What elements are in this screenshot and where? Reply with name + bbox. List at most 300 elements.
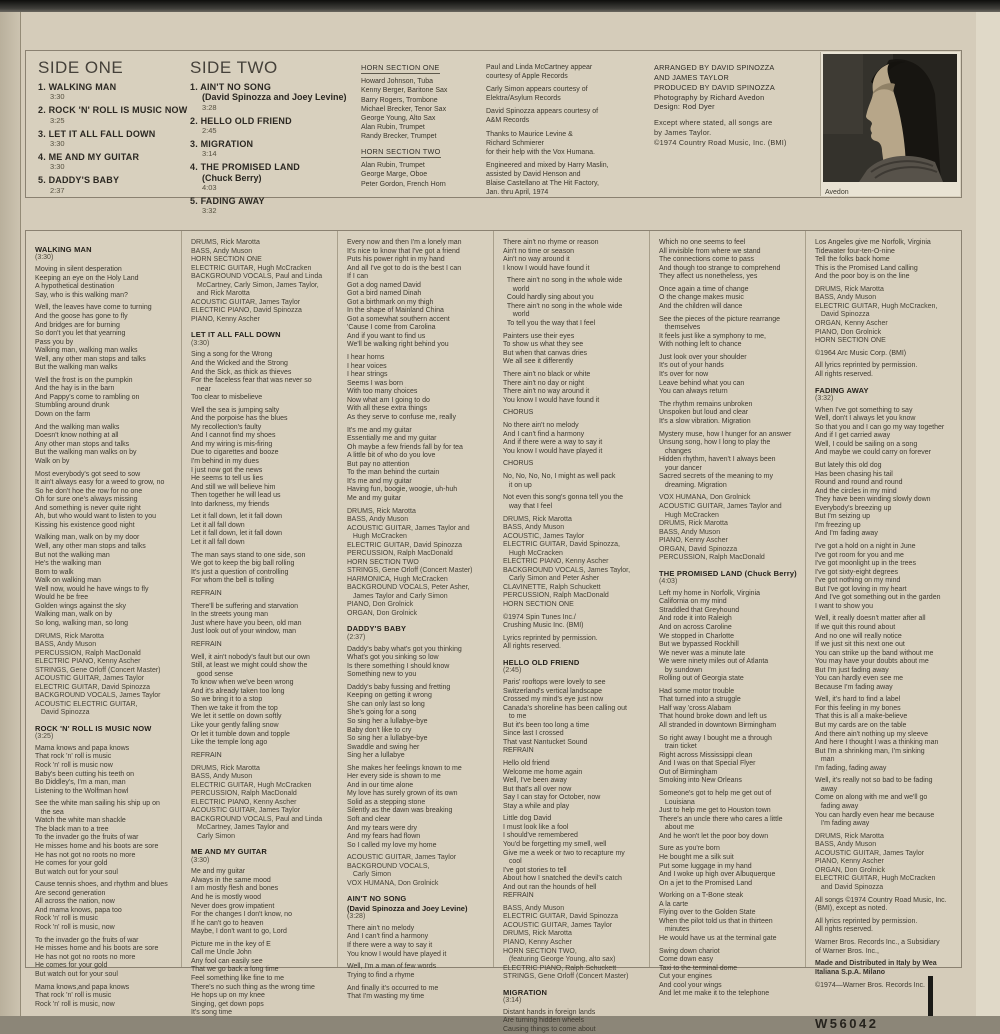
lyric-line: All lyrics reprinted by permission. bbox=[815, 362, 918, 370]
lyric-line: I'm freezing up bbox=[815, 521, 861, 529]
lyric-line: ACOUSTIC GUITAR, James Taylor and bbox=[347, 524, 470, 532]
lyric-line: And if there were a way to say it bbox=[503, 439, 603, 447]
lyric-line: Would he be free bbox=[35, 594, 89, 602]
courtesy-line: Richard Schmierer bbox=[486, 139, 544, 147]
lyric-line: And here I thought I was a thinking man bbox=[815, 739, 939, 747]
lyric-line: I've got moonlight up in the trees bbox=[815, 560, 916, 568]
lyric-line: BASS, Andy Muson bbox=[503, 524, 565, 532]
lyric-line: I am mostly flesh and bones bbox=[191, 885, 279, 893]
lyric-line: I've got sixty-eight degrees bbox=[815, 568, 899, 576]
lyric-paragraph bbox=[659, 790, 799, 841]
lyric-line: PERCUSSION, Ralph MacDonald bbox=[659, 554, 765, 562]
lyric-line: So right away I bought me a through bbox=[659, 734, 772, 742]
lyric-line: O the change makes music bbox=[659, 294, 744, 302]
lyric-line: Stumbling around drunk bbox=[35, 402, 110, 410]
lyric-line: A la carte bbox=[659, 900, 689, 908]
lyric-line: Rock 'n' roll is music, now bbox=[35, 923, 115, 931]
lyric-line: Sing her a lullabye bbox=[347, 752, 405, 760]
lyric-line: Let it all fall down bbox=[191, 521, 245, 529]
lyric-line: But lately this old dog bbox=[815, 462, 882, 470]
lyrics-column-5 bbox=[650, 231, 806, 998]
lyric-paragraph bbox=[35, 304, 175, 372]
lyric-line: Most everybody's got seed to sow bbox=[35, 470, 141, 478]
lyric-line: the sea bbox=[35, 808, 64, 816]
lyric-paragraph bbox=[815, 543, 955, 611]
lyric-line: Say I can stay for October, now bbox=[503, 794, 601, 802]
lyric-line: changes bbox=[659, 447, 692, 455]
lyric-line: ©1964 Arc Music Corp. (BMI) bbox=[815, 349, 907, 357]
lyric-paragraph bbox=[815, 777, 955, 828]
lyric-line: Let it fall down, let it fall down bbox=[191, 530, 283, 538]
song-title: ROCK 'N' ROLL IS MUSIC NOW bbox=[35, 723, 152, 733]
lyric-line: That vast Nantucket Sound bbox=[503, 738, 588, 746]
horn-section-two-title: HORN SECTION TWO bbox=[361, 147, 441, 158]
lyric-line: For whom the bell is tolling bbox=[191, 577, 274, 585]
lyric-paragraph bbox=[503, 635, 643, 652]
lyric-line: PIANO, Don Grolnick bbox=[815, 328, 882, 336]
courtesy-line: Carly Simon appears courtesy of bbox=[486, 86, 588, 94]
lyric-paragraph bbox=[347, 427, 487, 504]
lyric-line: and David Spinozza bbox=[815, 883, 884, 891]
lyric-line: And I can't find a harmony bbox=[503, 430, 585, 438]
lyric-line: Hello old friend bbox=[503, 760, 550, 767]
lyric-line: Just look over your shoulder bbox=[659, 353, 747, 361]
lyric-line: And my wiring is mis-firing bbox=[191, 440, 273, 448]
lyric-line: Having fun, boogie, woogie, uh-huh bbox=[347, 486, 458, 494]
lyric-line: ELECTRIC GUITAR, Hugh McCracken bbox=[191, 264, 312, 272]
courtesy-paragraph bbox=[486, 161, 646, 197]
lyric-line: But watch out for your soul bbox=[35, 868, 118, 876]
lyric-line: I've got stories to tell bbox=[503, 866, 567, 874]
lyric-line: If there were a way to say it bbox=[347, 942, 433, 949]
lyric-line: She's going for a song bbox=[347, 709, 417, 717]
lyric-line: He has not got no roots no more bbox=[35, 953, 136, 961]
lyric-line: And finally it's occurred to me bbox=[347, 984, 439, 992]
lyric-line: Carly Simon and Peter Asher bbox=[503, 575, 600, 583]
lyric-line: Walking man, walking man walks bbox=[35, 347, 138, 355]
lyric-line: And the hay is in the barn bbox=[35, 385, 115, 393]
lyric-line: themselves bbox=[659, 324, 701, 332]
musician-credits bbox=[191, 765, 331, 842]
lyric-line: STRINGS, Gene Orloff (Concert Master) bbox=[503, 973, 629, 981]
track-title: 2. ROCK 'N' ROLL IS MUSIC NOW bbox=[38, 105, 188, 116]
lyric-paragraph bbox=[35, 800, 175, 877]
lyric-line: Painters use their eyes bbox=[503, 332, 575, 340]
lyrics-column-6 bbox=[806, 231, 961, 1032]
lyric-line: It's nice to know that I've got a friend bbox=[347, 247, 460, 255]
lyric-line: Someone's got to help me get out of bbox=[659, 790, 772, 798]
lyric-line: That rock 'n' roll is music bbox=[35, 992, 112, 1000]
lyric-line: ELECTRIC PIANO, Kenny Ascher bbox=[35, 658, 141, 666]
lyric-line: He bought me a silk suit bbox=[659, 854, 734, 861]
lyric-line: It's a slow vibration. Migration bbox=[659, 417, 751, 425]
lyric-paragraph bbox=[347, 765, 487, 850]
lyric-line: Walk on by bbox=[35, 457, 70, 465]
lyric-line: ORGAN, Don Grolnick bbox=[347, 609, 418, 617]
lyric-line: BASS, Andy Muson bbox=[347, 516, 409, 524]
lyric-line: ELECTRIC PIANO, Ralph Schuckett bbox=[503, 964, 617, 972]
production-credit-line: Photography by Richard Avedon bbox=[654, 92, 765, 102]
lyric-line: ACOUSTIC GUITAR, James Taylor bbox=[191, 298, 301, 306]
lyric-line: ORGAN, Don Grolnick bbox=[815, 866, 886, 874]
lyric-line: Just where have you been, old man bbox=[191, 619, 302, 627]
lyric-line: ELECTRIC GUITAR, Hugh McCracken, bbox=[815, 302, 938, 310]
horn-member: Howard Johnson, Tuba bbox=[361, 78, 433, 86]
lyric-line: And I've got something out in the garden bbox=[815, 594, 941, 602]
lyric-line: BASS, Andy Muson bbox=[191, 247, 253, 255]
lyric-line: If he can't go to heaven bbox=[191, 919, 264, 927]
lyric-line: Hugh McCracken bbox=[503, 549, 563, 557]
lyric-line: He would have us at the terminal gate bbox=[659, 934, 777, 942]
lyric-line: Are turning hidden wheels bbox=[503, 1017, 584, 1025]
lyric-line: But my cards are on the table bbox=[815, 722, 907, 729]
lyric-line: That I'm wasting my time bbox=[347, 993, 425, 1001]
sleeve-left-edge bbox=[0, 12, 21, 1016]
lyric-line: So that you and I can go my way together bbox=[815, 423, 945, 431]
lyrics-panel bbox=[25, 230, 962, 1033]
lyric-line: All rights reserved. bbox=[503, 643, 561, 651]
song-title: ME AND MY GUITAR bbox=[191, 847, 267, 857]
song-subtitle: (David Spinozza and Joey Levine) bbox=[347, 903, 468, 913]
lyric-line: ELECTRIC GUITAR, David Spinozza bbox=[35, 683, 151, 691]
lyric-paragraph bbox=[815, 897, 955, 914]
lyric-paragraph bbox=[191, 513, 331, 547]
lyric-line: Leave behind what you can bbox=[659, 379, 745, 387]
lyric-line: There ain't no way around it bbox=[503, 388, 590, 396]
lyric-line: ACOUSTIC GUITAR, James Taylor bbox=[347, 854, 457, 862]
lyric-line: All lyrics reprinted by permission. bbox=[815, 917, 918, 925]
track-duration: 3:32 bbox=[202, 206, 217, 216]
lyric-line: And no one will really notice bbox=[815, 632, 902, 640]
lyric-line: CHORUS bbox=[503, 460, 534, 468]
lyric-line: good sense bbox=[191, 670, 234, 678]
lyric-line: CLAVINETTE, Ralph Schuckett bbox=[503, 583, 601, 591]
lyric-line: Could hardly sing about you bbox=[503, 294, 594, 302]
lyric-line: And in our time alone bbox=[347, 781, 414, 789]
lyric-line: Sacred secrets of the meaning to my bbox=[659, 473, 773, 481]
lyric-line: That turned into a struggle bbox=[659, 696, 741, 704]
lyric-line: Well, any other man stops and talks bbox=[35, 355, 146, 363]
lyric-paragraph bbox=[503, 371, 643, 405]
lyric-line: DRUMS, Rick Marotta bbox=[191, 764, 260, 772]
lyric-line: To tell you the way that I feel bbox=[503, 319, 596, 327]
lyric-paragraph bbox=[815, 982, 955, 991]
lyric-line: Rock 'n' roll is music now bbox=[35, 762, 113, 769]
lyric-line: (featuring George Young, alto sax) bbox=[503, 956, 616, 964]
lyric-line: HORN SECTION ONE bbox=[191, 256, 262, 264]
courtesy-line: Paul and Linda McCartney appear bbox=[486, 64, 593, 71]
lyric-paragraph bbox=[815, 407, 955, 458]
track-title: 4. ME AND MY GUITAR bbox=[38, 152, 140, 163]
lyric-line: Let it fall down, let it fall down bbox=[191, 513, 283, 521]
song-title: MIGRATION bbox=[503, 987, 548, 997]
lyric-line: I want to show you bbox=[815, 602, 873, 610]
copyright-notes bbox=[654, 118, 832, 148]
lyric-line: It feels just like a symphony to me, bbox=[659, 332, 766, 340]
lyric-line: Rock 'n' roll is music, now bbox=[35, 1000, 115, 1008]
lyric-paragraph bbox=[347, 963, 487, 980]
lyric-line: ©1974—Warner Bros. Records Inc. bbox=[815, 981, 925, 989]
lyric-line: But I'm a shrinking man, I'm sinking bbox=[815, 747, 925, 755]
lyric-line: And I can't find a harmony bbox=[347, 933, 429, 941]
song-duration: (4:03) bbox=[659, 578, 678, 586]
lyric-line: That we go back a long time bbox=[191, 966, 279, 974]
lyric-line: If we just sit this next one out bbox=[815, 641, 905, 649]
lyric-paragraph bbox=[815, 615, 955, 692]
lyric-paragraph bbox=[659, 735, 799, 786]
lyric-line: But pay no attention bbox=[347, 460, 410, 468]
lyric-line: All invisible from where we stand bbox=[659, 247, 761, 255]
lyric-line: There ain't no song in the whole wide bbox=[503, 302, 623, 310]
song-title: THE PROMISED LAND (Chuck Berry) bbox=[659, 568, 797, 578]
lyric-line: Trying to find a rhyme bbox=[347, 971, 415, 979]
lyric-line: For the changes I don't know, no bbox=[191, 911, 292, 919]
lyric-line: Keeping an eye on the Holy Land bbox=[35, 274, 139, 282]
lyric-line: And maybe we could carry on forever bbox=[815, 449, 931, 457]
lyric-line: And all I've got to do is the best I can bbox=[347, 264, 462, 272]
lyric-line: ELECTRIC GUITAR, David Spinozza, bbox=[503, 541, 620, 549]
lyric-line: DRUMS, Rick Marotta bbox=[815, 285, 884, 293]
lyric-paragraph bbox=[191, 590, 331, 599]
lyric-line: to me bbox=[503, 713, 527, 721]
lyric-line: Because I'm fading away bbox=[815, 683, 893, 691]
lyric-line: Daddy's baby what's got you thinking bbox=[347, 645, 462, 653]
lyric-line: If we quit this round about bbox=[815, 623, 896, 631]
lyric-line: DRUMS, Rick Marotta bbox=[659, 520, 728, 528]
sleeve-top-edge bbox=[0, 0, 1000, 12]
side-one-tracks bbox=[38, 82, 188, 195]
lyric-line: ELECTRIC PIANO, Kenny Ascher bbox=[503, 558, 609, 566]
track-item bbox=[38, 129, 188, 148]
lyric-line: In the streets young man bbox=[191, 611, 269, 619]
lyric-line: BASS, Andy Muson bbox=[503, 904, 565, 912]
lyric-line: Sing a song for the Wrong bbox=[191, 351, 273, 359]
lyric-line: PERCUSSION, Ralph MacDonald bbox=[503, 592, 609, 600]
lyric-line: And rode it into Raleigh bbox=[659, 615, 732, 623]
lyric-line: Ain't no time or season bbox=[503, 247, 574, 255]
lyric-line: Left my home in Norfolk, Virginia bbox=[659, 589, 761, 597]
musician-credits bbox=[503, 516, 643, 610]
track-title: 3. LET IT ALL FALL DOWN bbox=[38, 128, 156, 139]
lyric-line: He misses home and his boots are sore bbox=[35, 945, 159, 953]
lyric-line: To show us what they see bbox=[503, 341, 584, 349]
lyric-line: You can hardly even hear me because bbox=[815, 811, 935, 819]
lyric-line: DRUMS, Rick Marotta bbox=[191, 239, 260, 246]
horn-member: Michael Brecker, Tenor Sax bbox=[361, 105, 447, 113]
lyric-paragraph bbox=[191, 603, 331, 637]
lyric-line: Had some motor trouble bbox=[659, 687, 735, 695]
lyric-line: And if I get carried away bbox=[815, 432, 891, 440]
lyric-line: I should've remembered bbox=[503, 832, 578, 840]
lyric-line: And though too strange to comprehend bbox=[659, 264, 781, 272]
musician-credits bbox=[191, 239, 331, 324]
lyric-line: near bbox=[191, 385, 211, 393]
lyric-line: ACOUSTIC GUITAR, James Taylor bbox=[35, 675, 145, 683]
lyric-line: All songs ©1974 Country Road Music, Inc. bbox=[815, 896, 947, 904]
lyric-paragraph bbox=[191, 641, 331, 650]
lyric-line: Taxi to the terminal dome bbox=[659, 964, 738, 972]
lyric-paragraph bbox=[191, 752, 331, 761]
lyric-line: To know when we've been wrong bbox=[191, 679, 294, 687]
lyric-line: ELECTRIC GUITAR, Hugh McCracken bbox=[815, 875, 936, 883]
lyric-line: Lyrics reprinted by permission. bbox=[503, 634, 598, 642]
lyric-line: Listening to the Wolfman howl bbox=[35, 787, 129, 795]
lyric-line: ACOUSTIC GUITAR, James Taylor and bbox=[659, 503, 782, 510]
lyric-paragraph bbox=[503, 333, 643, 367]
production-credit-line: ARRANGED BY DAVID SPINOZZA bbox=[654, 63, 775, 72]
song-title: AIN'T NO SONG bbox=[347, 894, 407, 904]
lyric-line: Maybe, I don't want to go, Lord bbox=[191, 928, 287, 936]
lyric-line: Her every side is shown to me bbox=[347, 773, 441, 781]
song-duration: (2:37) bbox=[347, 633, 366, 641]
lyric-line: I know I would have found it bbox=[503, 264, 590, 272]
lyric-line: BASS, Andy Muson bbox=[815, 841, 877, 849]
lyric-line: Now what am I going to do bbox=[347, 396, 430, 404]
lyric-line: Causing things to come about bbox=[503, 1025, 596, 1033]
lyric-line: your dancer bbox=[659, 464, 702, 472]
lyric-line: There ain't no song in the whole wide bbox=[503, 277, 623, 285]
lyric-line: DRUMS, Rick Marotta bbox=[503, 930, 572, 938]
lyric-line: He has not got no roots no more bbox=[35, 851, 136, 859]
lyric-line: And Pappy's come to rambling on bbox=[35, 393, 140, 401]
lyric-line: PIANO, Don Grolnick bbox=[347, 601, 414, 609]
lyric-line: Every now and then I'm a lonely man bbox=[347, 239, 462, 246]
lyric-line: Well, it's really not so bad to be fading bbox=[815, 777, 933, 785]
lyric-line: I've got nothing on my mind bbox=[815, 577, 901, 585]
courtesy-line: Blaise Castellano at The Hit Factory, bbox=[486, 180, 599, 188]
lyric-line: Right across Mississippi clean bbox=[659, 751, 753, 759]
lyric-line: And he is mostly wood bbox=[191, 894, 262, 901]
lyric-paragraph bbox=[503, 239, 643, 273]
lyric-line: DRUMS, Rick Marotta bbox=[35, 632, 104, 640]
courtesy-paragraph bbox=[486, 63, 646, 81]
lyrics-column-4 bbox=[494, 231, 650, 1033]
lyric-paragraph bbox=[35, 745, 175, 796]
lyric-paragraph bbox=[191, 941, 331, 1018]
lyric-line: by sundown bbox=[659, 666, 703, 674]
track-item bbox=[190, 116, 358, 135]
lyric-line: To the invader go the fruits of war bbox=[35, 834, 139, 842]
horn-member: Alan Rubin, Trumpet bbox=[361, 162, 425, 170]
lyric-line: Seems I was born bbox=[347, 379, 404, 387]
lyric-line: Mama knows,and papa knows bbox=[35, 983, 130, 991]
lyric-line: ACOUSTIC GUITAR, James Taylor bbox=[191, 807, 301, 815]
lyric-line: Since last I crossed bbox=[503, 730, 564, 738]
lyric-paragraph bbox=[503, 473, 643, 490]
lyric-paragraph bbox=[503, 679, 643, 756]
lyric-paragraph bbox=[659, 688, 799, 731]
lyric-line: Solid as a stepping stone bbox=[347, 798, 426, 806]
lyric-line: There ain't no black or white bbox=[503, 371, 591, 378]
lyric-line: Round and round and round bbox=[815, 479, 903, 487]
lyric-line: it on up bbox=[503, 481, 532, 489]
lyric-line: HORN SECTION ONE bbox=[503, 600, 574, 608]
lyric-paragraph bbox=[503, 1009, 643, 1034]
lyric-line: CHORUS bbox=[503, 409, 534, 417]
lyric-line: My love has surely grown of its own bbox=[347, 790, 458, 798]
track-title: 3. MIGRATION bbox=[190, 139, 254, 150]
lyric-line: Cause tennis shoes, and rhythm and blues bbox=[35, 881, 168, 889]
lyric-line: But we bypassed Rockhill bbox=[659, 641, 739, 649]
horn-one-members bbox=[361, 77, 473, 141]
lyric-line: ELECTRIC GUITAR, David Spinozza bbox=[347, 541, 463, 549]
lyric-line: about me bbox=[659, 824, 695, 832]
lyric-line: And the Sick, as thick as thieves bbox=[191, 368, 292, 376]
lyric-line: Walk on walking man bbox=[35, 577, 101, 585]
lyric-line: And on across Caroline bbox=[659, 623, 732, 631]
lyric-line: BASS, Andy Muson bbox=[191, 773, 253, 781]
lyric-line: And something is never quite right bbox=[35, 504, 141, 512]
lyric-line: And he won't let the poor boy down bbox=[659, 832, 769, 840]
lyric-line: On a jet to the Promised Land bbox=[659, 879, 752, 887]
lyric-line: To the invader go the fruits of war bbox=[35, 936, 139, 944]
track-subtitle: (Chuck Berry) bbox=[202, 172, 262, 183]
lyric-line: 'Cause I come from Carolina bbox=[347, 324, 436, 332]
lyric-line: ORGAN, Kenny Ascher bbox=[815, 319, 888, 327]
lyric-line: Is there something I should know bbox=[347, 662, 450, 670]
lyric-line: Then we take it from the top bbox=[191, 704, 278, 712]
track-duration: 3:14 bbox=[202, 149, 217, 159]
lyric-line: PIANO, Kenny Ascher bbox=[815, 858, 884, 866]
lyric-line: PERCUSSION, Ralph MacDonald bbox=[35, 649, 141, 657]
lyric-line: Well, I've been away bbox=[503, 777, 567, 785]
lyric-line: And I woke up high over Albuquerque bbox=[659, 871, 776, 879]
lyric-line: You can strike up the band without me bbox=[815, 649, 934, 657]
lyric-line: Carly Simon bbox=[347, 871, 391, 879]
lyric-line: There ain't no melody bbox=[347, 924, 415, 932]
lyric-line: Golden wings against the sky bbox=[35, 602, 127, 610]
lyric-line: And the porpoise has the blues bbox=[191, 415, 288, 423]
song-duration: (3:28) bbox=[347, 913, 366, 921]
side-two-tracklist bbox=[190, 58, 358, 219]
lyric-line: Carly Simon bbox=[191, 832, 235, 840]
lyric-line: Into darkness, my friends bbox=[191, 500, 270, 508]
lyric-paragraph bbox=[815, 362, 955, 379]
lyric-line: A little bit of who do you love bbox=[347, 452, 436, 460]
lyric-line: They affect us nonetheless, yes bbox=[659, 273, 758, 281]
lyric-paragraph bbox=[659, 354, 799, 397]
lyric-line: HARMONICA, Hugh McCracken bbox=[347, 575, 448, 583]
lyric-line: Swing down chariot bbox=[659, 947, 720, 955]
courtesy-line: Engineered and mixed by Harry Maslin, bbox=[486, 161, 609, 169]
lyric-paragraph bbox=[815, 239, 955, 282]
lyric-line: There's an uncle there who cares a little bbox=[659, 815, 783, 823]
lyric-line: Keeping on getting it wrong bbox=[347, 692, 432, 700]
lyric-line: Got a somewhat southern accent bbox=[347, 315, 450, 323]
lyric-line: They have been winding slowly down bbox=[815, 496, 931, 504]
lyric-line: HORN SECTION ONE bbox=[815, 337, 886, 345]
lyric-paragraph bbox=[503, 409, 643, 418]
lyric-line: Daddy's baby fussing and fretting bbox=[347, 683, 451, 691]
lyric-paragraph bbox=[35, 266, 175, 300]
lyric-line: Give me a week or two to recapture my bbox=[503, 849, 625, 857]
lyric-line: We all see it differently bbox=[503, 358, 574, 366]
lyric-paragraph bbox=[659, 316, 799, 350]
lyric-line: All stranded in downtown Birmingham bbox=[659, 722, 777, 729]
lyric-line: And mama knows, papa too bbox=[35, 906, 122, 914]
lyric-line: REFRAIN bbox=[503, 747, 534, 755]
lyric-line: REFRAIN bbox=[191, 751, 222, 759]
lyric-paragraph bbox=[503, 614, 643, 631]
musician-credits bbox=[35, 633, 175, 718]
courtesy-paragraph bbox=[486, 107, 646, 125]
lyric-line: The rhythm remains unbroken bbox=[659, 400, 753, 408]
lyric-line: But not the walking man bbox=[35, 551, 110, 559]
lyric-line: Los Angeles give me Norfolk, Virginia bbox=[815, 239, 931, 246]
lyric-line: Swaddle and swing her bbox=[347, 743, 420, 751]
lyric-line: Too clear to misbelieve bbox=[191, 394, 263, 402]
lyric-line: Doesn't know nothing at all bbox=[35, 432, 119, 440]
